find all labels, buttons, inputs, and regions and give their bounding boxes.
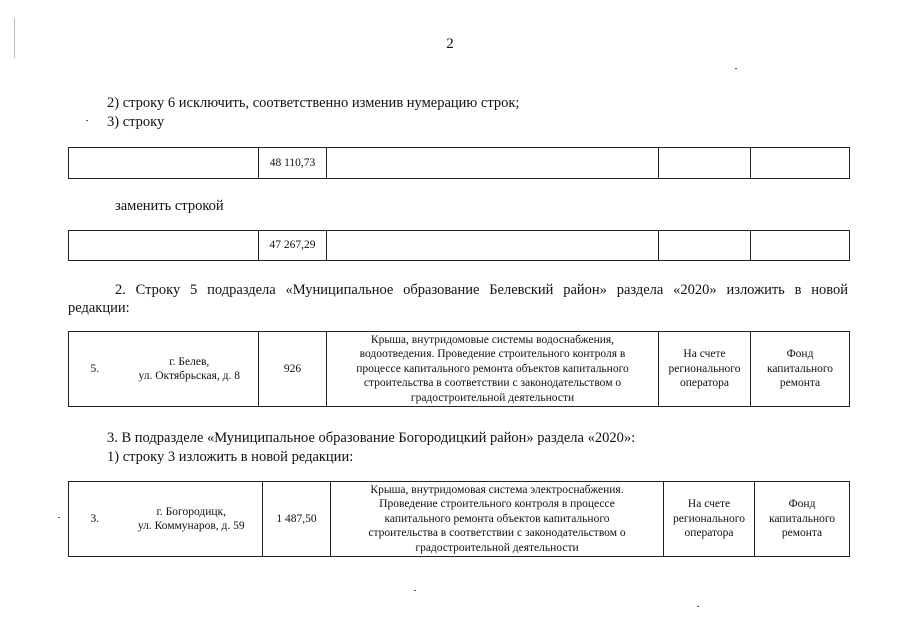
scan-speck	[414, 590, 416, 591]
bogoroditsk-work-line-3: капитального ремонта объектов капитального	[384, 512, 610, 525]
belev-row-address	[121, 332, 259, 407]
table-row	[69, 231, 850, 261]
table-row	[69, 482, 850, 557]
belev-fund-line-1: Фонд	[786, 348, 814, 361]
new-row-col1	[69, 231, 259, 261]
bogoroditsk-row-fund	[755, 482, 850, 557]
bogoroditsk-account-line-1: На счете	[687, 498, 731, 511]
belev-row-work	[327, 332, 659, 407]
section-3-item-1: 1) строку 3 изложить в новой редакции:	[107, 449, 354, 465]
scan-speck	[86, 120, 88, 121]
bogoroditsk-account-line-3: оператора	[684, 527, 734, 540]
belev-work-line-3: процессе капитального ремонта объектов капитального	[356, 362, 629, 375]
belev-row-amount: 926	[259, 332, 327, 407]
belev-account-line-2: регионального	[668, 362, 741, 375]
belev-work-line-5: градостроительной деятельности	[410, 391, 575, 404]
new-row-col3	[327, 231, 659, 261]
scan-speck	[58, 517, 60, 518]
new-row-col5	[751, 231, 850, 261]
bogoroditsk-work-line-2: Проведение строительного контроля в процессе	[379, 498, 615, 511]
bogoroditsk-work-line-5: градостроительной деятельности	[415, 541, 579, 554]
replace-label: заменить строкой	[115, 198, 224, 214]
section-3-text: 3. В подразделе «Муниципальное образование Богородицкий район» раздела «2020»:	[107, 430, 636, 446]
page-number: 2	[446, 36, 454, 52]
bogoroditsk-fund-line-3: ремонта	[781, 527, 823, 540]
belev-account-line-1: На счете	[683, 348, 726, 361]
belev-fund-line-2: капитального	[766, 362, 834, 375]
bogoroditsk-row-work	[331, 482, 664, 557]
scan-edge-mark	[14, 18, 15, 58]
scan-speck	[697, 606, 699, 607]
bogoroditsk-row-amount: 1 487,50	[263, 482, 331, 557]
bogoroditsk-table	[68, 481, 850, 557]
bogoroditsk-row-address	[121, 482, 263, 557]
belev-work-line-2: водоотведения. Проведение строительного контроля в	[359, 348, 626, 361]
belev-table	[68, 331, 850, 407]
bogoroditsk-fund-line-2: капитального	[768, 512, 836, 525]
belev-work-line-4: строительства в соответствии с законодательством о	[363, 377, 622, 390]
belev-fund-line-3: ремонта	[779, 377, 821, 390]
bogoroditsk-work-line-1: Крыша, внутридомовая система электроснабжения.	[370, 483, 624, 496]
item-2-text: 2) строку 6 исключить, соответственно изменив нумерацию строк;	[107, 95, 520, 111]
new-row-col4	[659, 231, 751, 261]
old-row-col1	[69, 148, 259, 179]
bogoroditsk-row-account	[664, 482, 755, 557]
belev-account-line-3: оператора	[679, 377, 730, 390]
bogoroditsk-address-line-1: г. Богородицк,	[156, 505, 226, 518]
table-row	[69, 148, 850, 179]
old-row-col3	[327, 148, 659, 179]
old-row-col4	[659, 148, 751, 179]
new-row-amount: 47 267,29	[259, 231, 327, 261]
old-row-table	[68, 147, 850, 179]
table-row	[69, 332, 850, 407]
bogoroditsk-row-number: 3.	[69, 482, 121, 557]
new-row-table	[68, 230, 850, 261]
belev-row-account	[659, 332, 751, 407]
old-row-amount: 48 110,73	[259, 148, 327, 179]
section-2-line-1: 2. Строку 5 подраздела «Муниципальное образование Белевский район» раздела «2020» изложить в новой	[115, 282, 848, 298]
bogoroditsk-work-line-4: строительства в соответствии с законодательством о	[368, 527, 626, 540]
old-row-col5	[751, 148, 850, 179]
bogoroditsk-fund-line-1: Фонд	[788, 498, 816, 511]
section-2-line-2: редакции:	[68, 300, 130, 316]
belev-work-line-1: Крыша, внутридомовые системы водоснабжения,	[370, 333, 615, 346]
belev-row-fund	[751, 332, 850, 407]
bogoroditsk-address-line-2: ул. Коммунаров, д. 59	[137, 520, 245, 532]
item-3-text: 3) строку	[107, 114, 165, 130]
scan-speck	[735, 68, 737, 69]
bogoroditsk-account-line-2: регионального	[673, 512, 745, 525]
belev-address-line-1: г. Белев,	[169, 355, 210, 368]
belev-row-number: 5.	[69, 332, 121, 407]
belev-address-line-2: ул. Октябрьская, д. 8	[138, 370, 240, 382]
